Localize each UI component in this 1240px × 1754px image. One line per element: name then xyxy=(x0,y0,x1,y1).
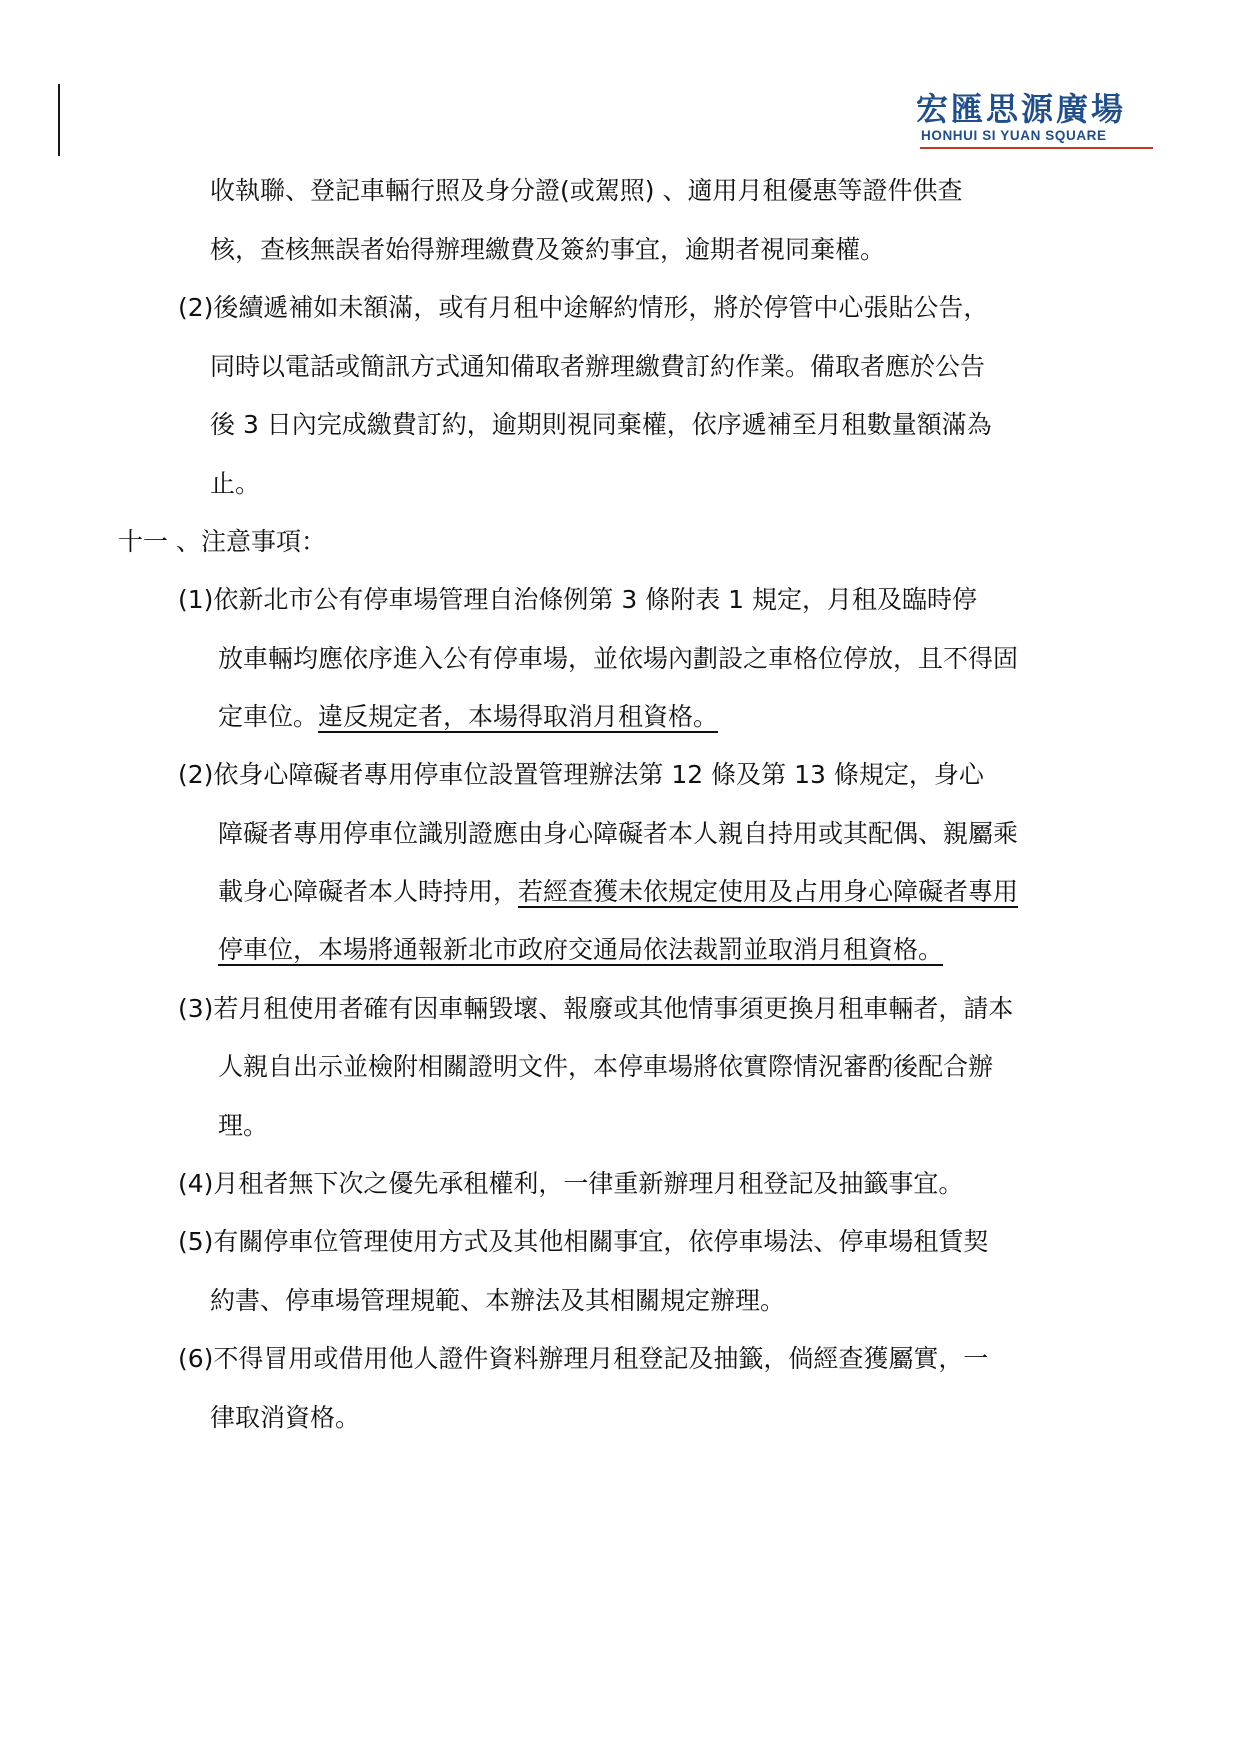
body-line: 放車輛均應依序進入公有停車場，並依場內劃設之車格位停放，且不得固 xyxy=(218,644,1019,673)
text-span: 載身心障礙者本人時持用， xyxy=(218,877,519,906)
list-item-1-line: (1)依新北市公有停車場管理自治條例第 3 條附表 1 規定，月租及臨時停 xyxy=(178,585,978,614)
body-line xyxy=(218,699,718,735)
list-item-5-line: (5)有關停車位管理使用方式及其他相關事宜，依停車場法、停車場租賃契 xyxy=(178,1227,989,1256)
body-line xyxy=(218,874,1018,910)
body-line: 同時以電話或簡訊方式通知備取者辦理繳費訂約作業。備取者應於公告 xyxy=(210,352,986,381)
section-heading: 十一 、注意事項： xyxy=(118,527,326,556)
logo-chinese-name: 宏匯思源廣場 xyxy=(916,90,1127,128)
list-item-6-line: (6)不得冒用或借用他人證件資料辦理月租登記及抽籤，倘經查獲屬實，一 xyxy=(178,1344,989,1373)
margin-bar xyxy=(58,84,60,156)
header-logo xyxy=(916,90,1156,149)
body-line: 後 3 日內完成繳費訂約，逾期則視同棄權，依序遞補至月租數量額滿為 xyxy=(210,410,992,439)
underlined-text: 違反規定者，本場得取消月租資格。 xyxy=(318,702,719,731)
body-line: 理。 xyxy=(218,1111,269,1140)
body-line: 障礙者專用停車位識別證應由身心障礙者本人親自持用或其配偶、親屬乘 xyxy=(218,819,1019,848)
body-line: 收執聯、登記車輛行照及身分證(或駕照) 、適用月租優惠等證件供查 xyxy=(210,176,963,205)
body-line: 人親自出示並檢附相關證明文件，本停車場將依實際情況審酌後配合辦 xyxy=(218,1052,994,1081)
logo-english-name: HONHUI SI YUAN SQUARE xyxy=(921,128,1107,143)
list-item-4-line: (4)月租者無下次之優先承租權利，一律重新辦理月租登記及抽籤事宜。 xyxy=(178,1169,964,1198)
body-line: 核，查核無誤者始得辦理繳費及簽約事宜，逾期者視同棄權。 xyxy=(210,235,886,264)
list-item-2-line: (2)後續遞補如未額滿，或有月租中途解約情形，將於停管中心張貼公告， xyxy=(178,293,989,322)
list-item-3-line: (3)若月租使用者確有因車輛毀壞、報廢或其他情事須更換月租車輛者，請本 xyxy=(178,994,1014,1023)
logo-underline xyxy=(920,147,1153,149)
underlined-text: 若經查獲未依規定使用及占用身心障礙者專用 xyxy=(518,877,1019,906)
body-line: 律取消資格。 xyxy=(210,1403,361,1432)
list-item-2-line: (2)依身心障礙者專用停車位設置管理辦法第 12 條及第 13 條規定，身心 xyxy=(178,760,984,789)
body-line: 止。 xyxy=(210,469,261,498)
underlined-text: 停車位，本場將通報新北市政府交通局依法裁罰並取消月租資格。 xyxy=(218,935,944,964)
body-line: 約書、停車場管理規範、本辦法及其相關規定辦理。 xyxy=(210,1286,786,1315)
text-span: 定車位。 xyxy=(218,702,319,731)
